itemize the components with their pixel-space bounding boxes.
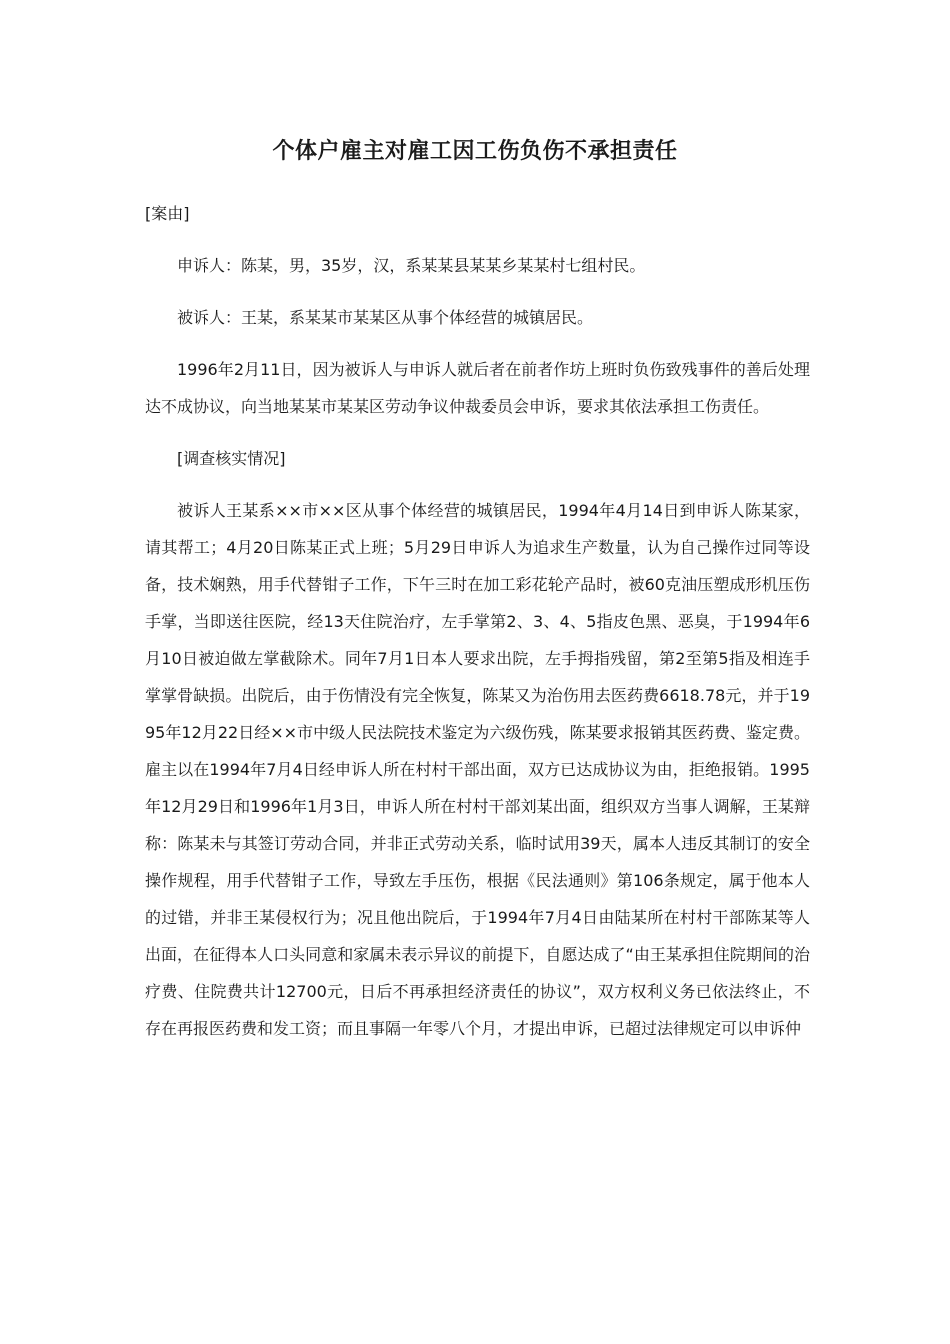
section-heading-case: [案由]: [145, 204, 190, 223]
investigation-paragraph: 被诉人王某系××市××区从事个体经营的城镇居民，1994年4月14日到申诉人陈某家，请其帮工；4月20日陈某正式上班；5月29日申诉人为追求生产数量，认为自己操作过同等设备，技术娴熟，用手代替钳子工作，下午三时在加工彩花轮产品时，被60克油压塑成形机压伤手掌，当即送往医院，经13天住院治疗，左手掌第2、3、4、5指皮色黑、恶臭，于1994年6月10日被迫做左掌截除术。同年7月1日本人要求出院，左手拇指残留，第2至第5指及相连手掌掌骨缺损。出院后，由于伤情没有完全恢复，陈某又为治伤用去医药费6618.78元，并于1995年12月22日经××市中级人民法院技术鉴定为六级伤残，陈某要求报销其医药费、鉴定费。雇主以在1994年7月4日经申诉人所在村村干部出面，双方已达成协议为由，拒绝报销。1995年12月29日和1996年1月3日，申诉人所在村村干部刘某出面，组织双方当事人调解，王某辩称：陈某未与其签订劳动合同，并非正式劳动关系，临时试用39天，属本人违反其制订的安全操作规程，用手代替钳子工作，导致左手压伤，根据《民法通则》第106条规定，属于他本人的过错，并非王某侵权行为；况且他出院后，于1994年7月4日由陆某所在村村干部陈某等人出面，在征得本人口头同意和家属未表示异议的前提下，自愿达成了“由王某承担住院期间的治疗费、住院费共计12700元，日后不再承担经济责任的协议”，双方权利义务已依法终止，不存在再报医药费和发工资；而且事隔一年零八个月，才提出申诉，已超过法律规定可以申诉仲: [145, 501, 810, 1038]
document-body: [145, 195, 810, 1062]
section-heading-investigation: [调查核实情况]: [177, 449, 286, 468]
complainant-paragraph: 申诉人：陈某，男，35岁，汉，系某某县某某乡某某村七组村民。: [177, 256, 646, 275]
case-summary-paragraph: 1996年2月11日，因为被诉人与申诉人就后者在前者作坊上班时负伤致残事件的善后处理达不成协议，向当地某某市某某区劳动争议仲裁委员会申诉，要求其依法承担工伤责任。: [145, 360, 810, 416]
document-title: 个体户雇主对雇工因工伤负伤不承担责任: [272, 139, 678, 164]
respondent-paragraph: 被诉人：王某，系某某市某某区从事个体经营的城镇居民。: [177, 308, 594, 327]
